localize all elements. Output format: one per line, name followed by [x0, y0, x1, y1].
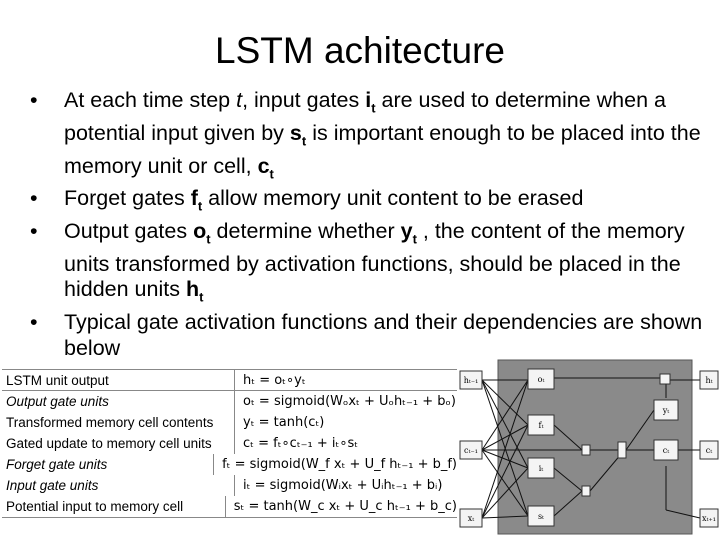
bullet-list — [28, 88, 708, 361]
s-t-label: sₜ — [537, 512, 545, 521]
row-name: Gated update to memory cell units — [2, 433, 235, 454]
c-t-out-label: cₜ — [705, 446, 713, 455]
row-formula: fₜ = sigmoid(W_f xₜ + U_f hₜ₋₁ + b_f) — [222, 457, 457, 472]
table-row — [2, 412, 457, 433]
i-t-label: iₜ — [538, 464, 544, 473]
bullet-item: • At each time step t, input gates $i_t$ are used to determine when a potential input given by $s_t$ is important enough to be placed into the memory unit or cell, $c_t$ — [28, 88, 708, 186]
row-formula: sₜ = tanh(W_c xₜ + U_c hₜ₋₁ + b_c) — [233, 499, 457, 514]
row-name: Output gate units — [2, 391, 235, 412]
table-row — [2, 391, 457, 412]
table-row — [2, 370, 457, 391]
row-formula: yₜ = tanh(cₜ) — [243, 415, 325, 430]
bullet-item: • Forget gates $f_t$ allow memory unit content to be erased — [28, 186, 708, 219]
lstm-diagram — [456, 358, 720, 536]
row-formula: cₜ = fₜ∘cₜ₋₁ + iₜ∘sₜ — [243, 436, 359, 451]
slide-title: LSTM achitecture — [215, 30, 505, 71]
h-t-label: hₜ — [705, 376, 713, 385]
y-t-label: yₜ — [662, 406, 670, 415]
row-name: Transformed memory cell contents — [2, 412, 235, 433]
h-prev-label: hₜ₋₁ — [463, 376, 479, 385]
row-formula: hₜ = oₜ∘yₜ — [243, 373, 306, 388]
c-prev-label: cₜ₋₁ — [464, 446, 478, 455]
table-row — [2, 496, 457, 517]
table-row — [2, 454, 457, 475]
row-name: Input gate units — [2, 475, 235, 496]
table-row — [2, 475, 457, 496]
row-formula: oₜ = sigmoid(Wₒxₜ + Uₒhₜ₋₁ + bₒ) — [243, 394, 456, 409]
bullet-item: • Typical gate activation functions and their dependencies are shown below — [28, 310, 708, 361]
bullet-item: • Output gates $o_t$ determine whether $y_t$ , the content of the memory units transformed by activation functions, should be placed in the hidden units $h_t$ — [28, 219, 708, 310]
o-t-label: oₜ — [537, 375, 545, 384]
equation-table — [2, 369, 457, 518]
c-t-label: cₜ — [662, 446, 670, 455]
x-next-label: xₜ₊₁ — [702, 514, 716, 523]
f-t-label: fₜ — [538, 421, 544, 430]
x-t-label: xₜ — [467, 514, 475, 523]
row-name: LSTM unit output — [2, 370, 235, 390]
row-formula: iₜ = sigmoid(Wᵢxₜ + Uᵢhₜ₋₁ + bᵢ) — [243, 478, 443, 493]
row-name: Forget gate units — [2, 454, 214, 475]
row-name: Potential input to memory cell — [2, 496, 226, 517]
table-row — [2, 433, 457, 454]
